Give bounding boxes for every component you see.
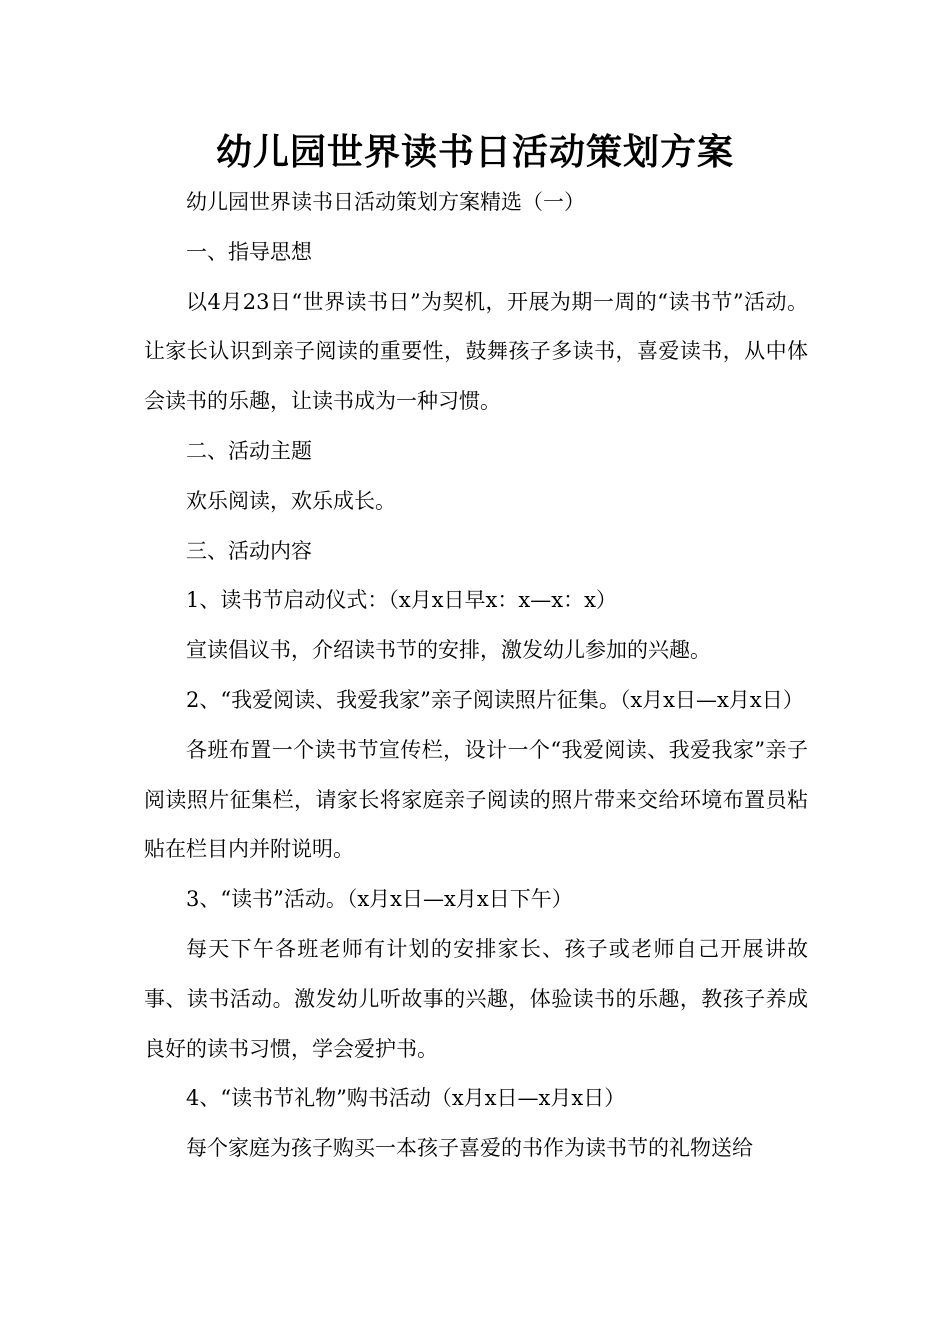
paragraph-photo-collection: 各班布置一个读书节宣传栏，设计一个“我爱阅读、我爱我家”亲子阅读照片征集栏，请家长将家庭亲子阅读的照片带来交给环境布置员粘贴在栏目内并附说明。: [144, 737, 808, 862]
subtitle-paragraph: 幼儿园世界读书日活动策划方案精选（一）: [186, 190, 585, 214]
item-heading-reading-activity: 3、“读书”活动。（x月x日—x月x日下午）: [186, 887, 573, 912]
section-heading-activity-content: 三、活动内容: [186, 538, 312, 563]
item-heading-book-gift: 4、“读书节礼物”购书活动（x月x日—x月x日）: [186, 1086, 626, 1111]
document-body: [144, 178, 808, 1174]
document-title: 幼儿园世界读书日活动策划方案: [215, 132, 734, 173]
item-heading-launch-ceremony: 1、读书节启动仪式：（x月x日早x：x—x：x）: [186, 588, 617, 613]
item-heading-photo-collection: 2、“我爱阅读、我爱我家”亲子阅读照片征集。（x月x日—x月x日）: [186, 687, 804, 712]
paragraph-book-gift: 每个家庭为孩子购买一本孩子喜爱的书作为读书节的礼物送给: [186, 1136, 753, 1161]
paragraph-guiding-thought: 以4月23日“世界读书日”为契机，开展为期一周的“读书节”活动。让家长认识到亲子阅读的重要性，鼓舞孩子多读书，喜爱读书，从中体会读书的乐趣，让读书成为一种习惯。: [144, 289, 808, 414]
paragraph-launch-ceremony: 宣读倡议书，介绍读书节的安排，激发幼儿参加的兴趣。: [186, 638, 711, 663]
section-heading-activity-theme: 二、活动主题: [186, 438, 312, 463]
paragraph-reading-activity: 每天下午各班老师有计划的安排家长、孩子或老师自己开展讲故事、读书活动。激发幼儿听故事的兴趣，体验读书的乐趣，教孩子养成良好的读书习惯，学会爱护书。: [144, 936, 808, 1061]
section-heading-guiding-thought: 一、指导思想: [186, 239, 312, 264]
paragraph-activity-theme: 欢乐阅读，欢乐成长。: [186, 488, 396, 513]
